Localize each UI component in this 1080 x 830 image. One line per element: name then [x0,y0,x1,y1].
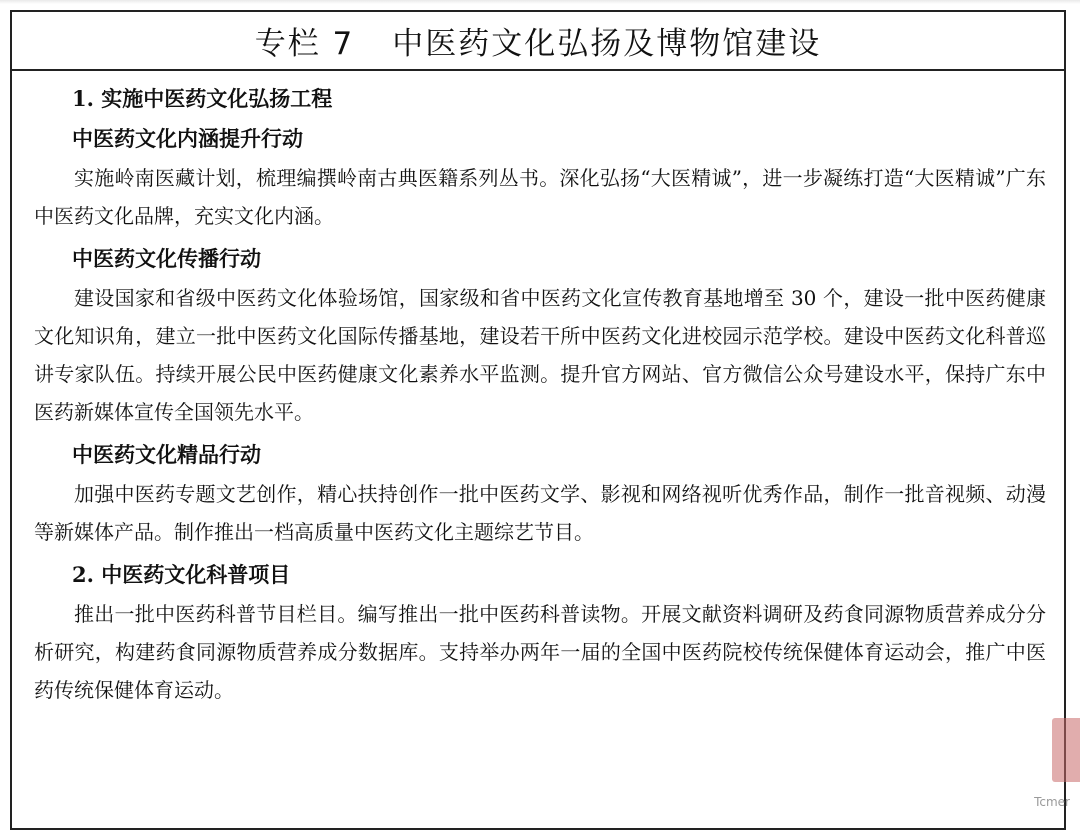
box-title-number: 专栏 7 [254,26,355,62]
action-1-heading: 中医药文化内涵提升行动 [72,126,303,151]
action-2-text: 建设国家和省级中医药文化体验场馆，国家级和省中医药文化宣传教育基地增至 30 个，建设一批中医药健康文化知识角，建立一批中医药文化国际传播基地，建设若干所中医药文化进校园示范学校。建设中医药文化科普巡讲专家队伍。持续开展公民中医药健康文化素养水平监测。提升官方网站、官方微信公众号建设水平，保持广东中医药新媒体宣传全国领先水平。 [34,286,1046,424]
section-1-heading: 1. 实施中医药文化弘扬工程 [72,86,333,111]
action-3-heading: 中医药文化精品行动 [72,442,261,467]
section-2-heading: 2. 中医药文化科普项目 [72,562,291,587]
box-title-text: 中医药文化弘扬及博物馆建设 [392,26,822,62]
box-content [12,71,1064,709]
seal-stamp-icon [1052,718,1080,782]
action-1-text: 实施岭南医藏计划，梳理编撰岭南古典医籍系列丛书。深化弘扬“大医精诚”，进一步凝练打造“大医精诚”广东中医药文化品牌，充实文化内涵。 [34,166,1046,228]
action-3-text: 加强中医药专题文艺创作，精心扶持创作一批中医药文学、影视和网络视听优秀作品，制作一批音视频、动漫等新媒体产品。制作推出一档高质量中医药文化主题综艺节目。 [34,482,1046,544]
box-title [12,12,1064,71]
section-2-text: 推出一批中医药科普节目栏目。编写推出一批中医药科普读物。开展文献资料调研及药食同源物质营养成分分析研究，构建药食同源物质营养成分数据库。支持举办两年一届的全国中医药院校传统保健体育运动会，推广中医药传统保健体育运动。 [34,602,1046,702]
action-2-heading: 中医药文化传播行动 [72,246,261,271]
column-box [10,10,1066,830]
watermark: Tcmer [1034,795,1070,809]
top-edge [0,0,1080,4]
